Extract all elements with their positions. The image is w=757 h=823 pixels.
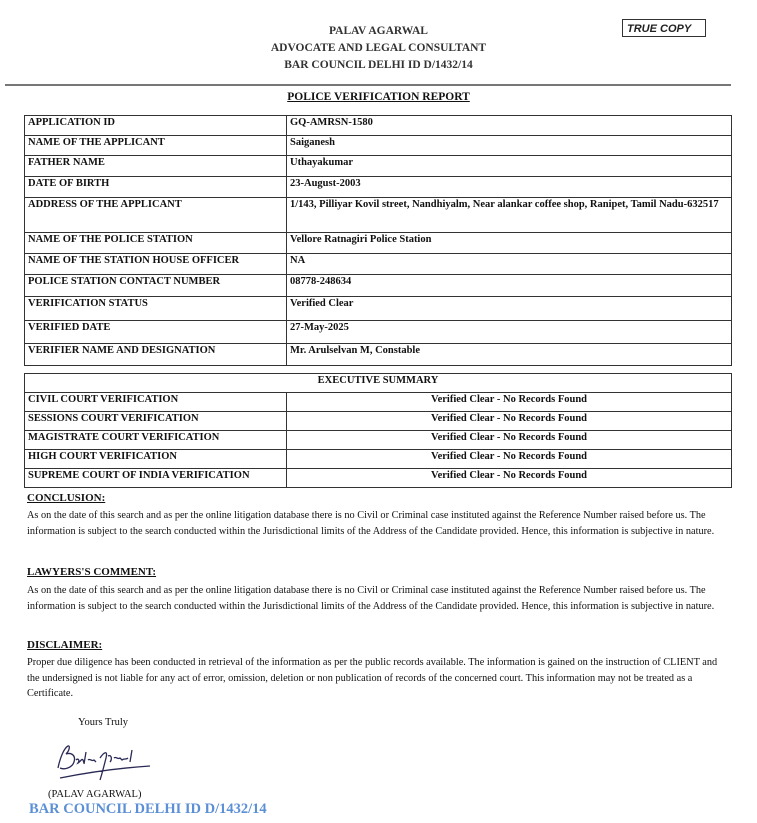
field-label: VERIFIED DATE bbox=[25, 321, 287, 344]
details-row bbox=[25, 344, 732, 366]
field-value: Saiganesh bbox=[287, 136, 732, 156]
court-result: Verified Clear - No Records Found bbox=[287, 412, 732, 431]
true-copy-stamp: TRUE COPY bbox=[622, 19, 706, 37]
field-value: 27-May-2025 bbox=[287, 321, 732, 344]
disclaimer-heading: DISCLAIMER: bbox=[27, 639, 103, 651]
details-row bbox=[25, 254, 732, 275]
court-result: Verified Clear - No Records Found bbox=[287, 469, 732, 488]
signatory-bar-id: BAR COUNCIL DELHI ID D/1432/14 bbox=[29, 801, 267, 817]
court-result: Verified Clear - No Records Found bbox=[287, 431, 732, 450]
summary-row bbox=[25, 450, 732, 469]
details-row bbox=[25, 156, 732, 177]
summary-row bbox=[25, 412, 732, 431]
details-row bbox=[25, 233, 732, 254]
details-row bbox=[25, 297, 732, 321]
court-label: CIVIL COURT VERIFICATION bbox=[25, 393, 287, 412]
field-value: Uthayakumar bbox=[287, 156, 732, 177]
field-label: ADDRESS OF THE APPLICANT bbox=[25, 198, 287, 233]
field-value: 23-August-2003 bbox=[287, 177, 732, 198]
details-table bbox=[24, 115, 732, 366]
field-value: 1/143, Pilliyar Kovil street, Nandhiyalm, Near alankar coffee shop, Ranipet, Tamil Nadu-632517 bbox=[287, 198, 732, 233]
summary-row bbox=[25, 431, 732, 450]
field-label: POLICE STATION CONTACT NUMBER bbox=[25, 275, 287, 297]
court-label: SESSIONS COURT VERIFICATION bbox=[25, 412, 287, 431]
conclusion-text: As on the date of this search and as per the online litigation database there is no Civil or Criminal case instituted against the Reference Number raised before us. The information is subject to the search conducted within the Jurisdictional limits of the Address of the Candidate provided. Hence, this information is subjective in nature. bbox=[27, 510, 715, 537]
executive-summary-heading: EXECUTIVE SUMMARY bbox=[25, 374, 732, 393]
report-title: POLICE VERIFICATION REPORT bbox=[287, 91, 470, 103]
field-label: VERIFICATION STATUS bbox=[25, 297, 287, 321]
court-label: SUPREME COURT OF INDIA VERIFICATION bbox=[25, 469, 287, 488]
court-label: HIGH COURT VERIFICATION bbox=[25, 450, 287, 469]
details-row bbox=[25, 275, 732, 297]
field-value: GQ-AMRSN-1580 bbox=[287, 116, 732, 136]
lawyers-comment-heading: LAWYERS'S COMMENT: bbox=[27, 566, 157, 578]
conclusion-heading: CONCLUSION: bbox=[27, 492, 106, 504]
lawyers-comment-text: As on the date of this search and as per the online litigation database there is no Civil or Criminal case instituted against the Reference Number raised before us. The information is subject to the search conducted within the Jurisdictional limits of the Address of the Candidate provided. Hence, this information is subjective in nature. bbox=[27, 585, 715, 612]
field-label: DATE OF BIRTH bbox=[25, 177, 287, 198]
court-result: Verified Clear - No Records Found bbox=[287, 450, 732, 469]
field-value: Vellore Ratnagiri Police Station bbox=[287, 233, 732, 254]
signature-image bbox=[50, 738, 155, 786]
letterhead-bar-id: BAR COUNCIL DELHI ID D/1432/14 bbox=[284, 59, 473, 71]
court-label: MAGISTRATE COURT VERIFICATION bbox=[25, 431, 287, 450]
field-label: APPLICATION ID bbox=[25, 116, 287, 136]
field-value: Verified Clear bbox=[287, 297, 732, 321]
signatory-name: (PALAV AGARWAL) bbox=[48, 789, 142, 800]
details-row bbox=[25, 321, 732, 344]
summary-row bbox=[25, 469, 732, 488]
field-value: NA bbox=[287, 254, 732, 275]
disclaimer-text: Proper due diligence has been conducted in retrieval of the information as per the public records available. The information is gained on the instruction of CLIENT and the undersigned is not liable for any act of error, omission, deletion or non publication of records of the concerned court. This information may not be treated as a Certificate. bbox=[27, 657, 718, 699]
field-label: NAME OF THE POLICE STATION bbox=[25, 233, 287, 254]
executive-summary-table bbox=[24, 373, 732, 488]
field-label: NAME OF THE APPLICANT bbox=[25, 136, 287, 156]
field-label: NAME OF THE STATION HOUSE OFFICER bbox=[25, 254, 287, 275]
closing: Yours Truly bbox=[78, 717, 129, 728]
letterhead-title: ADVOCATE AND LEGAL CONSULTANT bbox=[270, 42, 487, 54]
header-divider bbox=[5, 84, 731, 86]
summary-row bbox=[25, 393, 732, 412]
details-row bbox=[25, 116, 732, 136]
letterhead-name: PALAV AGARWAL bbox=[329, 25, 428, 37]
court-result: Verified Clear - No Records Found bbox=[287, 393, 732, 412]
field-label: VERIFIER NAME AND DESIGNATION bbox=[25, 344, 287, 366]
details-row bbox=[25, 177, 732, 198]
details-row bbox=[25, 136, 732, 156]
field-value: Mr. Arulselvan M, Constable bbox=[287, 344, 732, 366]
field-label: FATHER NAME bbox=[25, 156, 287, 177]
field-value: 08778-248634 bbox=[287, 275, 732, 297]
details-row bbox=[25, 198, 732, 233]
